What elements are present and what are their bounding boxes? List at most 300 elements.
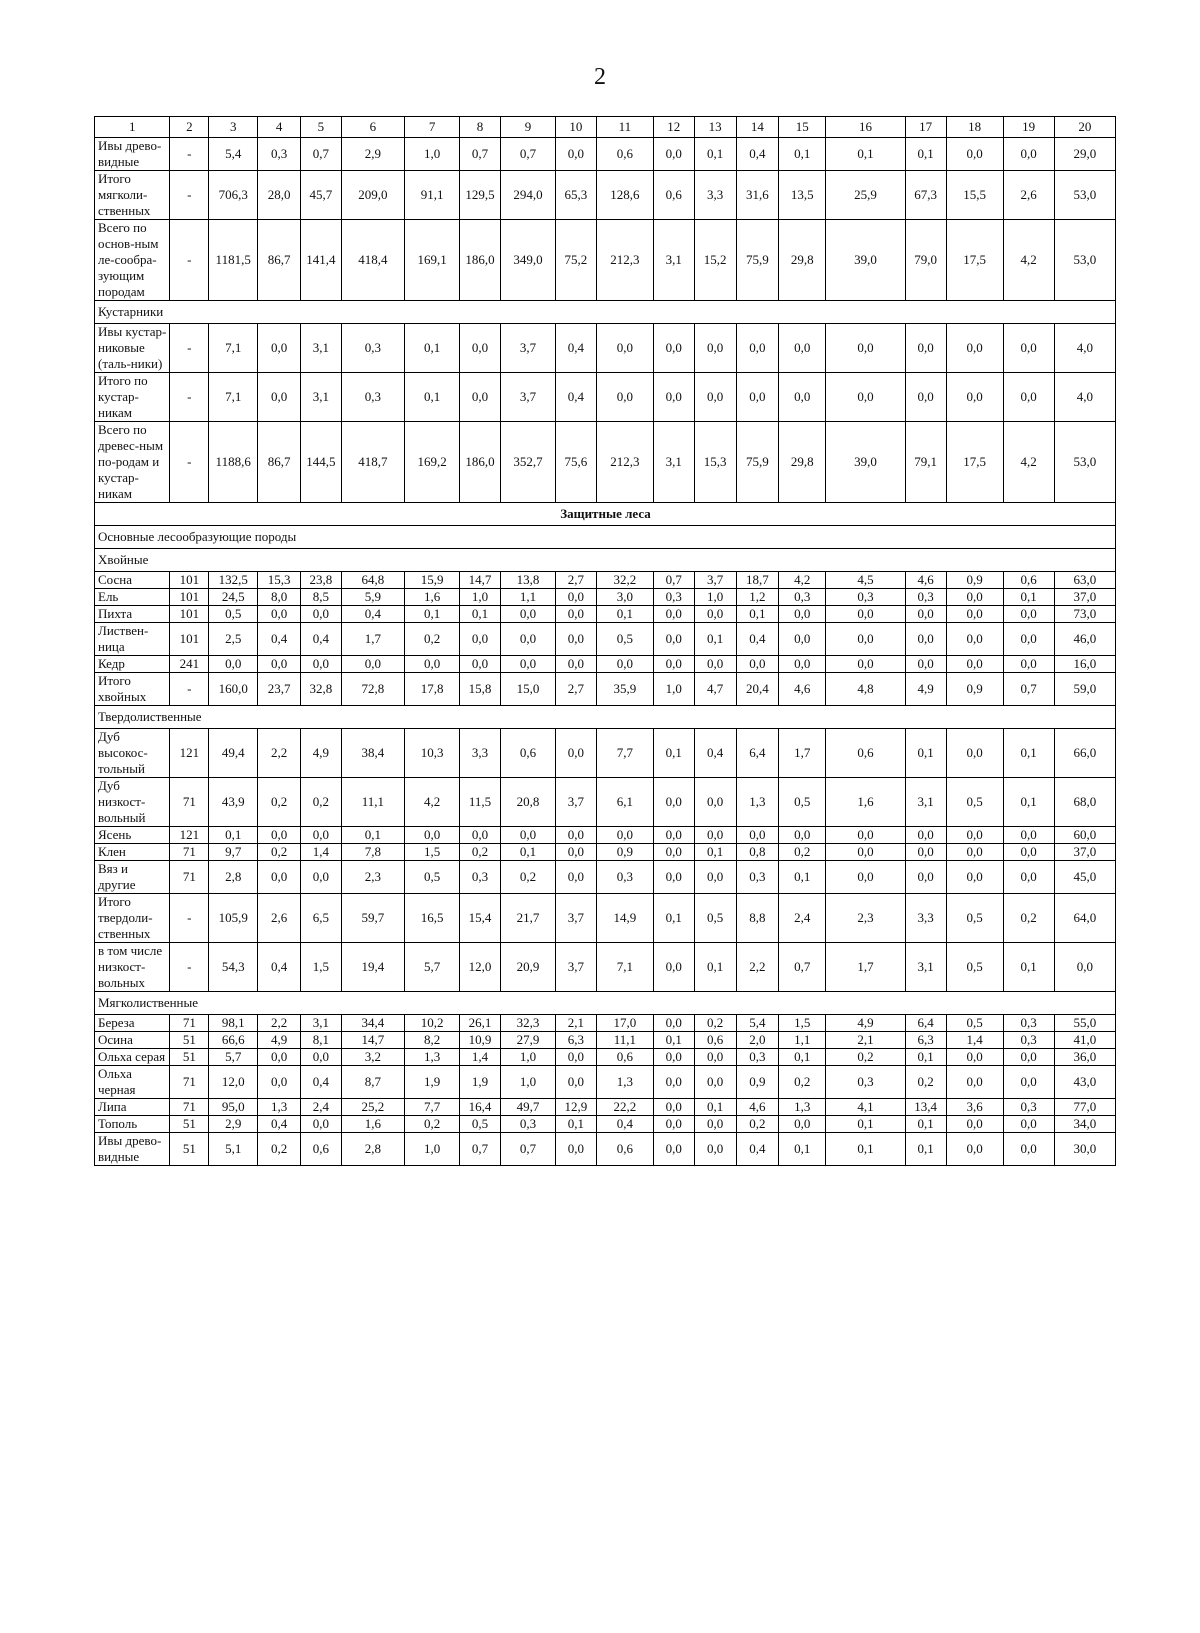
section-header: Кустарники — [95, 301, 1116, 324]
species-name-cell: Тополь — [95, 1116, 170, 1133]
value-cell: 4,6 — [736, 1099, 779, 1116]
value-cell: 0,0 — [946, 606, 1003, 623]
value-cell: 0,0 — [653, 1015, 694, 1032]
value-cell: 0,0 — [500, 623, 555, 656]
section-header: Мягколиственные — [95, 992, 1116, 1015]
value-cell: 352,7 — [500, 422, 555, 503]
value-cell: 71 — [170, 1066, 209, 1099]
value-cell: 144,5 — [301, 422, 342, 503]
value-cell: 706,3 — [209, 171, 258, 220]
value-cell: 0,0 — [500, 656, 555, 673]
value-cell: 2,8 — [341, 1133, 404, 1166]
value-cell: 0,4 — [258, 943, 301, 992]
table-row — [95, 606, 1116, 623]
table-row — [95, 1099, 1116, 1116]
value-cell: 0,0 — [946, 656, 1003, 673]
table-row — [95, 422, 1116, 503]
value-cell: 0,0 — [946, 589, 1003, 606]
value-cell: 64,0 — [1054, 894, 1115, 943]
table-row — [95, 220, 1116, 301]
value-cell: 4,0 — [1054, 373, 1115, 422]
value-cell: 71 — [170, 1015, 209, 1032]
species-name-cell: Ольха серая — [95, 1049, 170, 1066]
value-cell: 1,4 — [946, 1032, 1003, 1049]
value-cell: 4,2 — [1003, 220, 1054, 301]
value-cell: 3,3 — [905, 894, 946, 943]
value-cell: 0,0 — [694, 1066, 736, 1099]
value-cell: 5,4 — [736, 1015, 779, 1032]
value-cell: - — [170, 673, 209, 706]
value-cell: 0,0 — [779, 324, 826, 373]
value-cell: 0,0 — [905, 844, 946, 861]
value-cell: 16,4 — [460, 1099, 501, 1116]
value-cell: 0,2 — [500, 861, 555, 894]
value-cell: 1188,6 — [209, 422, 258, 503]
value-cell: 51 — [170, 1133, 209, 1166]
column-number-header: 8 — [460, 117, 501, 138]
value-cell: 8,8 — [736, 894, 779, 943]
value-cell: 101 — [170, 572, 209, 589]
value-cell: 28,0 — [258, 171, 301, 220]
table-row — [95, 827, 1116, 844]
species-name-cell: Всего по основ-ным ле-сообра-зующим породам — [95, 220, 170, 301]
value-cell: 0,7 — [301, 138, 342, 171]
value-cell: 0,0 — [946, 1133, 1003, 1166]
value-cell: 0,1 — [826, 1116, 906, 1133]
value-cell: 64,8 — [341, 572, 404, 589]
value-cell: 0,6 — [596, 1133, 653, 1166]
value-cell: 0,0 — [555, 1049, 596, 1066]
value-cell: 0,0 — [653, 1099, 694, 1116]
value-cell: 0,1 — [405, 373, 460, 422]
value-cell: 0,1 — [694, 623, 736, 656]
value-cell: 0,0 — [653, 943, 694, 992]
value-cell: 0,1 — [736, 606, 779, 623]
value-cell: 4,9 — [905, 673, 946, 706]
value-cell: 29,8 — [779, 422, 826, 503]
value-cell: 0,0 — [694, 778, 736, 827]
table-row — [95, 623, 1116, 656]
value-cell: 1,6 — [826, 778, 906, 827]
value-cell: - — [170, 138, 209, 171]
value-cell: 25,2 — [341, 1099, 404, 1116]
value-cell: 13,8 — [500, 572, 555, 589]
value-cell: 0,0 — [736, 373, 779, 422]
value-cell: 7,8 — [341, 844, 404, 861]
section-header: Твердолиственные — [95, 706, 1116, 729]
value-cell: - — [170, 220, 209, 301]
value-cell: 0,1 — [694, 1099, 736, 1116]
value-cell: 4,6 — [905, 572, 946, 589]
value-cell: 0,2 — [736, 1116, 779, 1133]
table-row — [95, 861, 1116, 894]
value-cell: 0,7 — [1003, 673, 1054, 706]
value-cell: 12,0 — [460, 943, 501, 992]
value-cell: 0,1 — [405, 606, 460, 623]
species-name-cell: Листвен-ница — [95, 623, 170, 656]
column-number-header: 15 — [779, 117, 826, 138]
value-cell: 0,0 — [653, 1116, 694, 1133]
value-cell: 1,7 — [826, 943, 906, 992]
value-cell: 3,7 — [555, 778, 596, 827]
column-number-header: 4 — [258, 117, 301, 138]
value-cell: 3,1 — [301, 1015, 342, 1032]
value-cell: 0,0 — [460, 373, 501, 422]
value-cell: 0,0 — [905, 623, 946, 656]
value-cell: 0,0 — [694, 861, 736, 894]
column-number-header: 16 — [826, 117, 906, 138]
column-number-header: 2 — [170, 117, 209, 138]
value-cell: 0,0 — [653, 606, 694, 623]
value-cell: 2,2 — [258, 1015, 301, 1032]
value-cell: 0,3 — [779, 589, 826, 606]
value-cell: 4,2 — [1003, 422, 1054, 503]
value-cell: 0,0 — [341, 656, 404, 673]
value-cell: 66,6 — [209, 1032, 258, 1049]
value-cell: 0,2 — [460, 844, 501, 861]
value-cell: 418,4 — [341, 220, 404, 301]
value-cell: 20,9 — [500, 943, 555, 992]
value-cell: 2,2 — [258, 729, 301, 778]
value-cell: 0,7 — [460, 138, 501, 171]
value-cell: 0,0 — [826, 373, 906, 422]
value-cell: 0,0 — [946, 1049, 1003, 1066]
value-cell: 53,0 — [1054, 422, 1115, 503]
column-number-header: 6 — [341, 117, 404, 138]
value-cell: 0,3 — [596, 861, 653, 894]
value-cell: 128,6 — [596, 171, 653, 220]
table-body — [95, 117, 1116, 1166]
value-cell: 1,7 — [779, 729, 826, 778]
value-cell: 0,0 — [301, 1116, 342, 1133]
value-cell: 0,2 — [905, 1066, 946, 1099]
value-cell: 11,1 — [341, 778, 404, 827]
value-cell: 0,0 — [653, 778, 694, 827]
value-cell: 0,0 — [653, 827, 694, 844]
species-name-cell: Пихта — [95, 606, 170, 623]
value-cell: 2,3 — [341, 861, 404, 894]
column-number-header: 19 — [1003, 117, 1054, 138]
value-cell: 5,7 — [209, 1049, 258, 1066]
value-cell: 0,0 — [946, 324, 1003, 373]
species-name-cell: Итого хвойных — [95, 673, 170, 706]
value-cell: 66,0 — [1054, 729, 1115, 778]
value-cell: 39,0 — [826, 422, 906, 503]
value-cell: 0,4 — [301, 623, 342, 656]
value-cell: 1,3 — [736, 778, 779, 827]
value-cell: 17,8 — [405, 673, 460, 706]
value-cell: 68,0 — [1054, 778, 1115, 827]
value-cell: 0,0 — [736, 827, 779, 844]
value-cell: 17,5 — [946, 220, 1003, 301]
column-number-header: 1 — [95, 117, 170, 138]
value-cell: 0,0 — [905, 656, 946, 673]
value-cell: 60,0 — [1054, 827, 1115, 844]
table-row — [95, 844, 1116, 861]
value-cell: 75,9 — [736, 422, 779, 503]
value-cell: 0,3 — [460, 861, 501, 894]
value-cell: 0,0 — [555, 861, 596, 894]
value-cell: 1,0 — [500, 1066, 555, 1099]
value-cell: 0,0 — [653, 1066, 694, 1099]
value-cell: 0,0 — [460, 827, 501, 844]
value-cell: 0,5 — [694, 894, 736, 943]
value-cell: 0,0 — [826, 623, 906, 656]
value-cell: 25,9 — [826, 171, 906, 220]
value-cell: 67,3 — [905, 171, 946, 220]
value-cell: 1,5 — [779, 1015, 826, 1032]
table-row — [95, 729, 1116, 778]
value-cell: 0,3 — [1003, 1032, 1054, 1049]
value-cell: 0,0 — [946, 1116, 1003, 1133]
value-cell: 0,9 — [596, 844, 653, 861]
value-cell: 1,3 — [405, 1049, 460, 1066]
value-cell: 0,0 — [694, 656, 736, 673]
value-cell: 0,0 — [905, 861, 946, 894]
value-cell: 0,2 — [826, 1049, 906, 1066]
value-cell: 0,2 — [301, 778, 342, 827]
value-cell: 2,8 — [209, 861, 258, 894]
value-cell: 35,9 — [596, 673, 653, 706]
value-cell: 0,0 — [460, 623, 501, 656]
value-cell: 0,0 — [653, 861, 694, 894]
table-row — [95, 673, 1116, 706]
column-number-header: 11 — [596, 117, 653, 138]
value-cell: 41,0 — [1054, 1032, 1115, 1049]
value-cell: 3,7 — [555, 943, 596, 992]
value-cell: 0,0 — [258, 861, 301, 894]
value-cell: 0,0 — [653, 138, 694, 171]
species-name-cell: Ивы древо-видные — [95, 1133, 170, 1166]
value-cell: 4,0 — [1054, 324, 1115, 373]
value-cell: 0,0 — [779, 656, 826, 673]
value-cell: 1,4 — [301, 844, 342, 861]
column-number-header: 17 — [905, 117, 946, 138]
value-cell: 71 — [170, 844, 209, 861]
value-cell: 209,0 — [341, 171, 404, 220]
value-cell: 0,1 — [405, 324, 460, 373]
value-cell: 0,0 — [946, 623, 1003, 656]
value-cell: 6,4 — [905, 1015, 946, 1032]
value-cell: 0,1 — [596, 606, 653, 623]
value-cell: 0,0 — [1003, 1116, 1054, 1133]
value-cell: 8,5 — [301, 589, 342, 606]
value-cell: 0,5 — [209, 606, 258, 623]
value-cell: 3,7 — [500, 373, 555, 422]
value-cell: 0,0 — [500, 606, 555, 623]
value-cell: - — [170, 422, 209, 503]
value-cell: 0,0 — [653, 1049, 694, 1066]
value-cell: 0,0 — [694, 1116, 736, 1133]
value-cell: - — [170, 171, 209, 220]
value-cell: 349,0 — [500, 220, 555, 301]
value-cell: 2,1 — [826, 1032, 906, 1049]
value-cell: 3,1 — [905, 778, 946, 827]
value-cell: 0,3 — [1003, 1015, 1054, 1032]
value-cell: 0,0 — [653, 1133, 694, 1166]
value-cell: 0,0 — [1003, 827, 1054, 844]
value-cell: 0,0 — [555, 623, 596, 656]
value-cell: 2,6 — [1003, 171, 1054, 220]
value-cell: - — [170, 324, 209, 373]
value-cell: 0,5 — [946, 778, 1003, 827]
value-cell: 0,0 — [779, 1116, 826, 1133]
value-cell: 0,0 — [946, 1066, 1003, 1099]
value-cell: 0,0 — [905, 606, 946, 623]
value-cell: 3,2 — [341, 1049, 404, 1066]
value-cell: 0,0 — [946, 729, 1003, 778]
value-cell: 7,1 — [596, 943, 653, 992]
value-cell: 0,4 — [301, 1066, 342, 1099]
value-cell: 101 — [170, 606, 209, 623]
value-cell: 1,9 — [460, 1066, 501, 1099]
value-cell: 51 — [170, 1116, 209, 1133]
value-cell: 0,0 — [555, 656, 596, 673]
value-cell: 0,0 — [1003, 844, 1054, 861]
value-cell: 0,3 — [905, 589, 946, 606]
value-cell: 0,0 — [694, 324, 736, 373]
value-cell: 6,5 — [301, 894, 342, 943]
column-number-header: 9 — [500, 117, 555, 138]
value-cell: 15,4 — [460, 894, 501, 943]
value-cell: 2,0 — [736, 1032, 779, 1049]
value-cell: 0,0 — [301, 606, 342, 623]
species-name-cell: Клен — [95, 844, 170, 861]
value-cell: 3,1 — [653, 220, 694, 301]
value-cell: 0,1 — [341, 827, 404, 844]
value-cell: 1,2 — [736, 589, 779, 606]
value-cell: 10,3 — [405, 729, 460, 778]
value-cell: 59,0 — [1054, 673, 1115, 706]
value-cell: 0,0 — [1003, 623, 1054, 656]
value-cell: 34,0 — [1054, 1116, 1115, 1133]
value-cell: 0,0 — [405, 656, 460, 673]
value-cell: 0,4 — [258, 1116, 301, 1133]
table-row — [95, 943, 1116, 992]
value-cell: 8,0 — [258, 589, 301, 606]
value-cell: 212,3 — [596, 422, 653, 503]
value-cell: 15,2 — [694, 220, 736, 301]
value-cell: 0,3 — [341, 324, 404, 373]
value-cell: 186,0 — [460, 220, 501, 301]
value-cell: 0,6 — [694, 1032, 736, 1049]
value-cell: 0,0 — [258, 656, 301, 673]
value-cell: 0,0 — [301, 827, 342, 844]
value-cell: 20,8 — [500, 778, 555, 827]
value-cell: 2,7 — [555, 673, 596, 706]
value-cell: 5,1 — [209, 1133, 258, 1166]
column-number-header: 5 — [301, 117, 342, 138]
value-cell: 0,0 — [1003, 138, 1054, 171]
value-cell: 36,0 — [1054, 1049, 1115, 1066]
value-cell: 294,0 — [500, 171, 555, 220]
value-cell: 17,0 — [596, 1015, 653, 1032]
section-header: Основные лесообразующие породы — [95, 526, 1116, 549]
value-cell: 0,5 — [946, 943, 1003, 992]
value-cell: 141,4 — [301, 220, 342, 301]
value-cell: 0,0 — [694, 606, 736, 623]
value-cell: 0,0 — [596, 324, 653, 373]
column-number-header: 13 — [694, 117, 736, 138]
value-cell: 15,3 — [694, 422, 736, 503]
value-cell: 0,1 — [653, 894, 694, 943]
value-cell: 86,7 — [258, 220, 301, 301]
value-cell: 2,9 — [209, 1116, 258, 1133]
value-cell: 53,0 — [1054, 220, 1115, 301]
value-cell: 1181,5 — [209, 220, 258, 301]
value-cell: 101 — [170, 623, 209, 656]
value-cell: 0,0 — [653, 324, 694, 373]
value-cell: 0,6 — [596, 138, 653, 171]
value-cell: 95,0 — [209, 1099, 258, 1116]
table-row — [95, 589, 1116, 606]
value-cell: 0,5 — [596, 623, 653, 656]
value-cell: 0,0 — [694, 827, 736, 844]
value-cell: 3,7 — [500, 324, 555, 373]
value-cell: 7,1 — [209, 373, 258, 422]
table-row — [95, 138, 1116, 171]
value-cell: 1,0 — [405, 1133, 460, 1166]
value-cell: 0,6 — [301, 1133, 342, 1166]
value-cell: 169,2 — [405, 422, 460, 503]
value-cell: 12,0 — [209, 1066, 258, 1099]
value-cell: 14,7 — [341, 1032, 404, 1049]
value-cell: 0,1 — [694, 844, 736, 861]
value-cell: 43,0 — [1054, 1066, 1115, 1099]
value-cell: 0,0 — [258, 606, 301, 623]
value-cell: 0,6 — [596, 1049, 653, 1066]
species-name-cell: Ивы кустар-никовые (таль-ники) — [95, 324, 170, 373]
value-cell: 1,0 — [694, 589, 736, 606]
value-cell: 0,1 — [1003, 729, 1054, 778]
table-row — [95, 1032, 1116, 1049]
value-cell: 10,2 — [405, 1015, 460, 1032]
value-cell: 0,2 — [258, 844, 301, 861]
value-cell: 12,9 — [555, 1099, 596, 1116]
value-cell: 19,4 — [341, 943, 404, 992]
value-cell: 4,6 — [779, 673, 826, 706]
value-cell: 0,0 — [826, 844, 906, 861]
value-cell: 2,7 — [555, 572, 596, 589]
value-cell: 37,0 — [1054, 589, 1115, 606]
value-cell: 0,1 — [905, 1049, 946, 1066]
species-name-cell: Всего по древес-ным по-родам и кустар-никам — [95, 422, 170, 503]
value-cell: 4,7 — [694, 673, 736, 706]
value-cell: 16,0 — [1054, 656, 1115, 673]
value-cell: 0,3 — [736, 1049, 779, 1066]
value-cell: 1,3 — [779, 1099, 826, 1116]
value-cell: 0,0 — [1003, 1133, 1054, 1166]
value-cell: 0,4 — [736, 623, 779, 656]
value-cell: 0,1 — [826, 1133, 906, 1166]
value-cell: 86,7 — [258, 422, 301, 503]
table-row — [95, 1133, 1116, 1166]
value-cell: 0,0 — [301, 656, 342, 673]
column-number-header: 7 — [405, 117, 460, 138]
value-cell: 0,6 — [653, 171, 694, 220]
value-cell: 45,0 — [1054, 861, 1115, 894]
value-cell: 160,0 — [209, 673, 258, 706]
table-row — [95, 1066, 1116, 1099]
value-cell: 0,0 — [555, 827, 596, 844]
value-cell: 1,1 — [500, 589, 555, 606]
species-name-cell: Итого твердоли-ственных — [95, 894, 170, 943]
value-cell: 0,0 — [258, 827, 301, 844]
value-cell: 71 — [170, 1099, 209, 1116]
value-cell: 32,2 — [596, 572, 653, 589]
value-cell: 31,6 — [736, 171, 779, 220]
value-cell: 0,2 — [258, 778, 301, 827]
